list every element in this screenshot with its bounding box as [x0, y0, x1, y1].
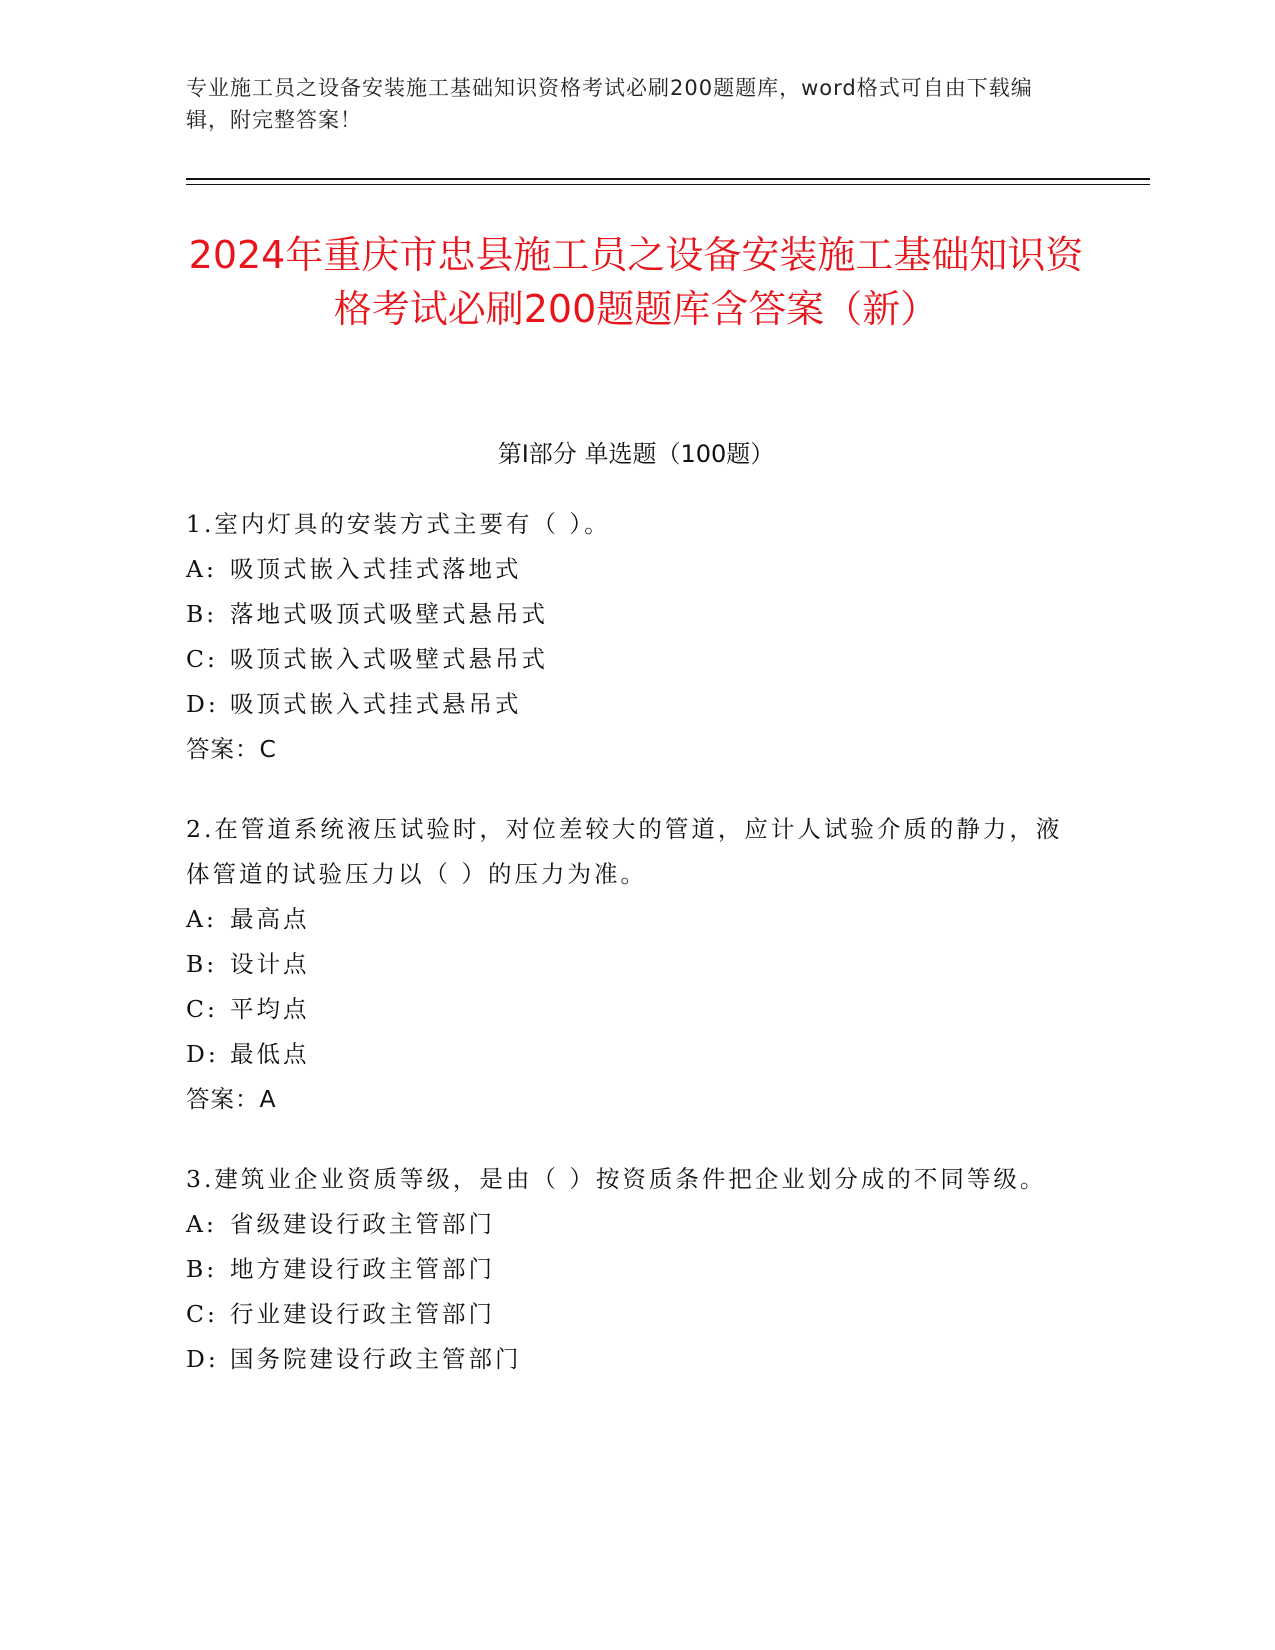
option-text: 省级建设行政主管部门	[230, 1210, 495, 1238]
option-c	[186, 637, 1086, 682]
option-text: 地方建设行政主管部门	[230, 1255, 495, 1283]
question-1	[186, 502, 1086, 772]
option-text: 吸顶式嵌入式吸壁式悬吊式	[230, 645, 548, 673]
option-text: 设计点	[230, 950, 310, 978]
option-a	[186, 1202, 1086, 1247]
answer-line: 答案：C	[186, 735, 277, 763]
option-letter: A:	[186, 1210, 217, 1238]
option-letter: C:	[186, 995, 218, 1023]
option-a	[186, 897, 1086, 942]
option-text: 平均点	[230, 995, 310, 1023]
option-b	[186, 592, 1086, 637]
option-b	[186, 1247, 1086, 1292]
question-2	[186, 807, 1086, 1122]
option-letter: D:	[186, 1040, 219, 1068]
option-text: 行业建设行政主管部门	[230, 1300, 495, 1328]
option-text: 吸顶式嵌入式挂式落地式	[230, 555, 522, 583]
option-letter: C:	[186, 1300, 218, 1328]
option-a	[186, 547, 1086, 592]
header-note: 专业施工员之设备安装施工基础知识资格考试必刷200题题库，word格式可自由下载编辑，附完整答案！	[186, 76, 1033, 132]
header-divider-thin	[186, 184, 1150, 185]
option-c	[186, 987, 1086, 1032]
option-text: 落地式吸顶式吸壁式悬吊式	[230, 600, 548, 628]
option-letter: B:	[186, 950, 218, 978]
option-d	[186, 682, 1086, 727]
question-3	[186, 1157, 1086, 1382]
option-b	[186, 942, 1086, 987]
option-d	[186, 1337, 1086, 1382]
option-letter: D:	[186, 690, 219, 718]
question-text: 3.建筑业企业资质等级，是由（ ）按资质条件把企业划分成的不同等级。	[186, 1165, 1047, 1193]
option-letter: B:	[186, 600, 218, 628]
section-heading: 第I部分 单选题（100题）	[497, 440, 775, 468]
option-text: 最高点	[230, 905, 310, 933]
option-letter: A:	[186, 555, 217, 583]
option-letter: A:	[186, 905, 217, 933]
header-divider-thick	[186, 178, 1150, 180]
document-title: 2024年重庆市忠县施工员之设备安装施工基础知识资格考试必刷200题题库含答案（新）	[188, 233, 1084, 331]
option-d	[186, 1032, 1086, 1077]
option-text: 国务院建设行政主管部门	[230, 1345, 522, 1373]
option-letter: C:	[186, 645, 218, 673]
question-text: 1.室内灯具的安装方式主要有（ ）。	[186, 510, 611, 538]
option-text: 最低点	[230, 1040, 310, 1068]
option-letter: B:	[186, 1255, 218, 1283]
option-c	[186, 1292, 1086, 1337]
answer-line: 答案：A	[186, 1085, 277, 1113]
question-text: 2.在管道系统液压试验时，对位差较大的管道，应计人试验介质的静力，液体管道的试验压力以（ ）的压力为准。	[186, 815, 1063, 888]
option-letter: D:	[186, 1345, 219, 1373]
option-text: 吸顶式嵌入式挂式悬吊式	[230, 690, 522, 718]
